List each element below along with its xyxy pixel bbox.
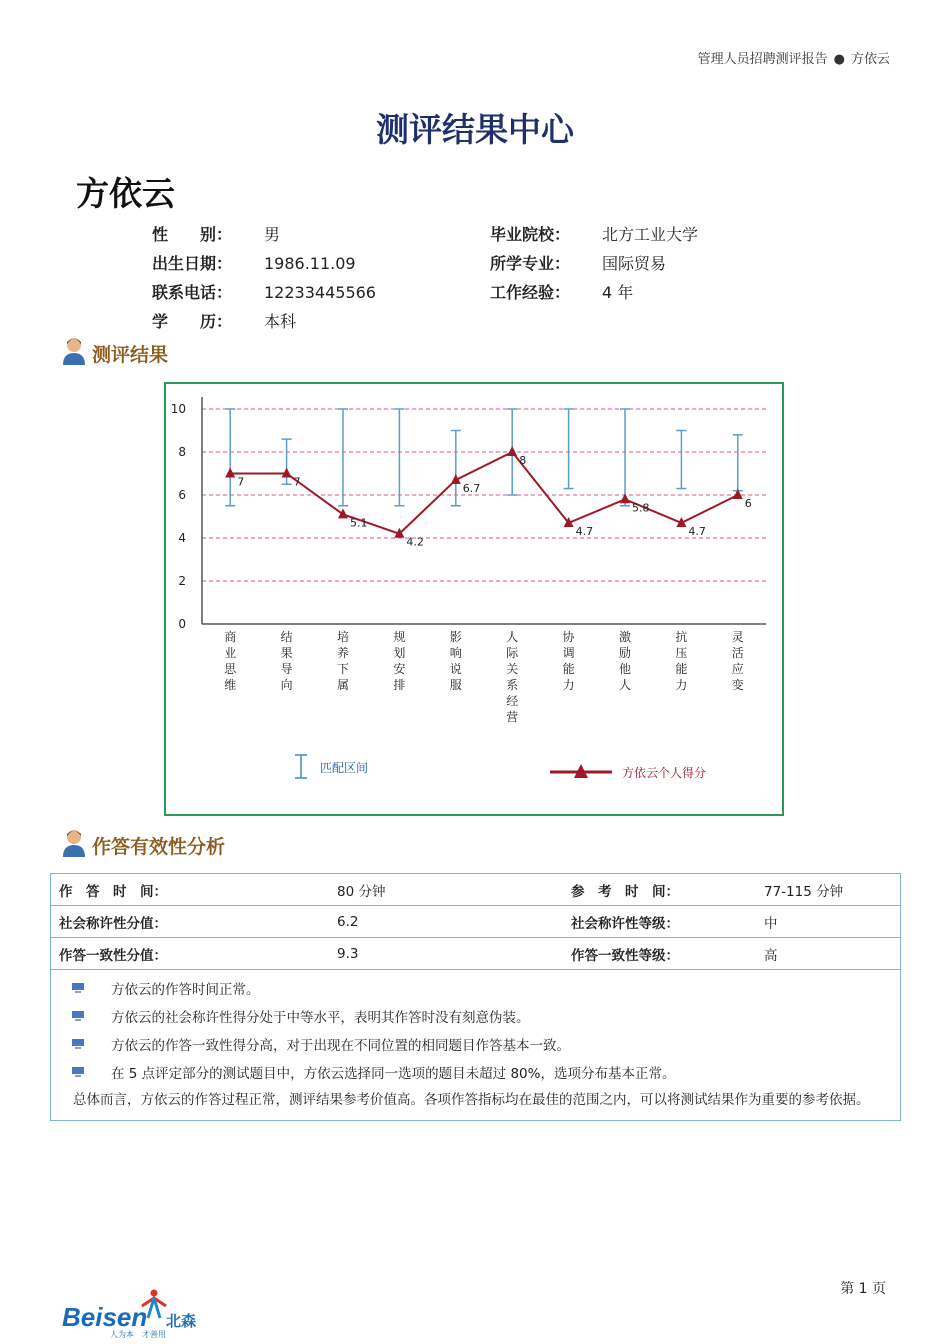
- x-tick-label: 下: [336, 662, 350, 676]
- info-label: 性 别：: [152, 225, 233, 244]
- y-tick-label: 2: [178, 574, 186, 588]
- person-icon: [62, 828, 86, 863]
- x-tick-label: 果: [280, 646, 293, 660]
- x-tick-label: 导: [280, 662, 293, 676]
- logo-tagline: 人为本 才善用: [110, 1330, 166, 1338]
- x-tick-label: 应: [731, 662, 744, 676]
- score-point: [338, 508, 348, 518]
- validity-notes: [51, 970, 900, 1120]
- x-tick-label: 商: [224, 630, 237, 644]
- score-line: [230, 452, 738, 534]
- data-label: 5.1: [350, 516, 368, 530]
- info-label: 毕业院校：: [490, 225, 571, 244]
- x-tick-label: 压: [675, 646, 688, 660]
- info-label: 联系电话：: [152, 283, 233, 302]
- info-birthdate: [152, 251, 356, 274]
- info-phone: [152, 280, 376, 303]
- table-row: [51, 938, 900, 970]
- row-value: 高: [764, 947, 778, 964]
- x-tick-label: 划: [393, 646, 406, 660]
- row-value: 6.2: [337, 913, 359, 930]
- table-row: [51, 906, 900, 938]
- x-tick-label: 调: [562, 646, 575, 660]
- section-validity-title: [62, 828, 225, 863]
- x-tick-label: 能: [675, 662, 688, 676]
- monitor-icon: [71, 983, 85, 993]
- note-text: 方依云的作答一致性得分高，对于出现在不同位置的相同题目作答基本一致。: [111, 1038, 570, 1054]
- row-value: 9.3: [337, 945, 359, 962]
- score-point: [507, 446, 517, 456]
- info-value: 本科: [264, 312, 297, 331]
- page-title: 测评结果中心: [376, 110, 574, 149]
- y-tick-label: 4: [178, 531, 186, 545]
- x-tick-label: 协: [562, 630, 575, 644]
- info-label: 所学专业：: [490, 254, 571, 273]
- row-label: 参 考 时 间：: [571, 883, 679, 900]
- info-value: 12233445566: [264, 283, 376, 302]
- x-tick-label: 励: [618, 646, 632, 660]
- x-tick-label: 规: [393, 630, 406, 644]
- score-point: [620, 493, 630, 503]
- x-tick-label: 思: [224, 662, 237, 676]
- list-item: [71, 974, 892, 1002]
- info-value: 1986.11.09: [264, 254, 356, 273]
- x-tick-label: 他: [618, 662, 632, 676]
- header-separator: ●: [833, 52, 845, 67]
- logo-chinese: 北森: [166, 1312, 197, 1330]
- x-tick-label: 关: [506, 662, 519, 676]
- x-tick-label: 结: [280, 630, 293, 644]
- validity-table: [50, 873, 901, 1121]
- x-tick-label: 抗: [675, 630, 688, 644]
- x-tick-label: 向: [280, 678, 293, 692]
- y-tick-label: 6: [178, 488, 186, 502]
- x-tick-label: 人: [506, 630, 519, 644]
- info-value: 国际贸易: [602, 254, 667, 273]
- page-number: 第 1 页: [840, 1281, 886, 1297]
- info-education: [152, 309, 296, 332]
- x-tick-label: 安: [393, 662, 406, 676]
- legend-score-label: 方依云个人得分: [622, 766, 707, 780]
- row-value: 中: [764, 915, 778, 932]
- x-tick-label: 系: [506, 678, 519, 692]
- x-tick-label: 维: [224, 678, 237, 692]
- list-item: [71, 1030, 892, 1058]
- info-value: 4 年: [602, 283, 634, 302]
- candidate-name: 方依云: [76, 174, 175, 213]
- note-text: 方依云的作答时间正常。: [111, 982, 260, 998]
- monitor-icon: [71, 1067, 85, 1077]
- x-tick-label: 属: [336, 678, 350, 692]
- x-tick-label: 变: [731, 678, 744, 692]
- data-label: 4.2: [406, 535, 424, 549]
- chart-canvas: [166, 384, 782, 814]
- x-tick-label: 力: [675, 678, 688, 692]
- data-label: 5.8: [632, 501, 650, 515]
- data-label: 6: [744, 497, 752, 510]
- list-item: [71, 1002, 892, 1030]
- note-text: 在 5 点评定部分的测试题目中，方依云选择同一选项的题目未超过 80%，选项分布基本正常。: [111, 1066, 676, 1082]
- row-value: 80 分钟: [337, 883, 386, 900]
- result-chart: [164, 382, 784, 816]
- x-tick-label: 灵: [731, 630, 744, 644]
- x-tick-label: 营: [506, 710, 519, 724]
- data-label: 6.7: [462, 481, 481, 495]
- data-label: 7: [293, 475, 301, 489]
- info-label: 工作经验：: [490, 283, 571, 302]
- table-row: [51, 874, 900, 906]
- x-tick-label: 能: [562, 662, 575, 676]
- data-label: 4.7: [688, 524, 706, 538]
- row-label: 作答一致性等级：: [571, 947, 679, 964]
- info-value: 北方工业大学: [602, 225, 699, 244]
- logo-wordmark: Beisen: [62, 1302, 148, 1332]
- monitor-icon: [71, 1039, 85, 1049]
- info-major: [490, 251, 666, 274]
- report-name: 管理人员招聘测评报告: [697, 52, 828, 67]
- x-tick-label: 培: [336, 630, 350, 644]
- section-result-label: 测评结果: [92, 344, 169, 366]
- info-experience: [490, 280, 633, 303]
- data-label: 7: [237, 475, 245, 489]
- x-tick-label: 力: [562, 678, 575, 692]
- row-label: 作 答 时 间：: [59, 883, 167, 900]
- x-tick-label: 服: [449, 678, 462, 692]
- row-label: 社会称许性分值：: [59, 915, 167, 932]
- data-label: 4.7: [575, 524, 594, 538]
- x-tick-label: 活: [731, 646, 744, 660]
- section-result-title: [62, 336, 168, 371]
- list-item: [71, 1058, 892, 1086]
- x-tick-label: 排: [393, 678, 406, 692]
- info-school: [490, 222, 698, 245]
- section-validity-label: 作答有效性分析: [92, 836, 226, 858]
- y-tick-label: 10: [170, 402, 186, 416]
- summary-text: 总体而言，方依云的作答过程正常，测评结果参考价值高。各项作答指标均在最佳的范围之内，可以将测试结果作为重要的参考依据。: [73, 1092, 870, 1108]
- monitor-icon: [71, 1011, 85, 1021]
- y-tick-label: 8: [178, 445, 186, 459]
- x-tick-label: 际: [506, 646, 519, 660]
- beisen-logo: [62, 1288, 212, 1342]
- x-tick-label: 人: [618, 678, 632, 692]
- info-gender: [152, 222, 280, 245]
- data-label: 8: [519, 454, 527, 467]
- x-tick-label: 影: [449, 630, 462, 644]
- row-label: 作答一致性分值：: [59, 947, 167, 964]
- x-tick-label: 响: [449, 646, 462, 660]
- legend-range-label: 匹配区间: [320, 761, 369, 775]
- row-label: 社会称许性等级：: [571, 915, 679, 932]
- x-tick-label: 说: [449, 662, 462, 676]
- info-label: 出生日期：: [152, 254, 233, 273]
- person-icon: [62, 336, 86, 371]
- x-tick-label: 经: [506, 694, 519, 708]
- x-tick-label: 养: [336, 646, 350, 660]
- x-tick-label: 业: [224, 646, 237, 660]
- header-candidate: 方依云: [850, 52, 890, 67]
- info-value: 男: [264, 225, 281, 244]
- info-label: 学 历：: [152, 312, 233, 331]
- x-tick-label: 激: [618, 630, 632, 644]
- note-text: 方依云的社会称许性得分处于中等水平，表明其作答时没有刻意伪装。: [111, 1010, 530, 1026]
- y-tick-label: 0: [178, 617, 186, 631]
- row-value: 77-115 分钟: [764, 883, 844, 900]
- report-header: [698, 48, 890, 67]
